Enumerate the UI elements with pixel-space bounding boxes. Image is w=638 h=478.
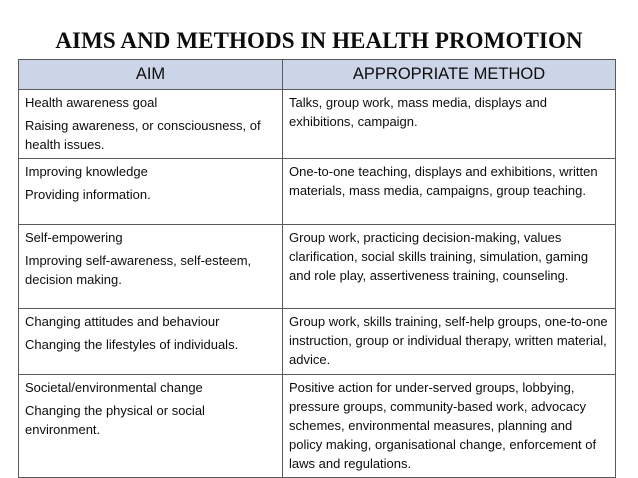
- method-cell: Group work, practicing decision-making, values clarification, social skills training, simulation, gaming and role play, assertiveness training, counseling.: [283, 225, 616, 309]
- table-row: [19, 225, 616, 309]
- table-row: [19, 159, 616, 225]
- aim-detail: Improving self-awareness, self-esteem, decision making.: [25, 253, 252, 287]
- aims-methods-table: [18, 59, 616, 478]
- table-row: [19, 90, 616, 159]
- aim-cell: [19, 159, 283, 225]
- aim-detail: Changing the physical or social environment.: [25, 403, 205, 437]
- aim-cell: [19, 225, 283, 309]
- method-cell: Group work, skills training, self-help groups, one-to-one instruction, group or individual therapy, written material, advice.: [283, 309, 616, 375]
- aim-cell: [19, 309, 283, 375]
- aim-detail: Changing the lifestyles of individuals.: [25, 337, 239, 352]
- method-cell: Talks, group work, mass media, displays and exhibitions, campaign.: [283, 90, 616, 159]
- aim-cell: [19, 375, 283, 478]
- method-cell: Positive action for under-served groups, lobbying, pressure groups, community-based work, advocacy schemes, environmental measures, planning and policy making, organisational change, enforcement of laws and regulations.: [283, 375, 616, 478]
- column-header-aim: AIM: [19, 60, 283, 90]
- aim-detail: Raising awareness, or consciousness, of health issues.: [25, 118, 261, 152]
- aim-title: Health awareness goal: [25, 95, 158, 110]
- aim-detail: Providing information.: [25, 187, 151, 202]
- table-row: [19, 375, 616, 478]
- table-header-row: [19, 60, 616, 90]
- aim-cell: [19, 90, 283, 159]
- page-title: AIMS AND METHODS IN HEALTH PROMOTION: [55, 28, 583, 53]
- aim-title: Self-empowering: [25, 230, 123, 245]
- column-header-method: APPROPRIATE METHOD: [283, 60, 616, 90]
- aim-title: Improving knowledge: [25, 164, 148, 179]
- table-row: [19, 309, 616, 375]
- method-cell: One-to-one teaching, displays and exhibitions, written materials, mass media, campaigns, group teaching.: [283, 159, 616, 225]
- aim-title: Societal/environmental change: [25, 380, 203, 395]
- aim-title: Changing attitudes and behaviour: [25, 314, 220, 329]
